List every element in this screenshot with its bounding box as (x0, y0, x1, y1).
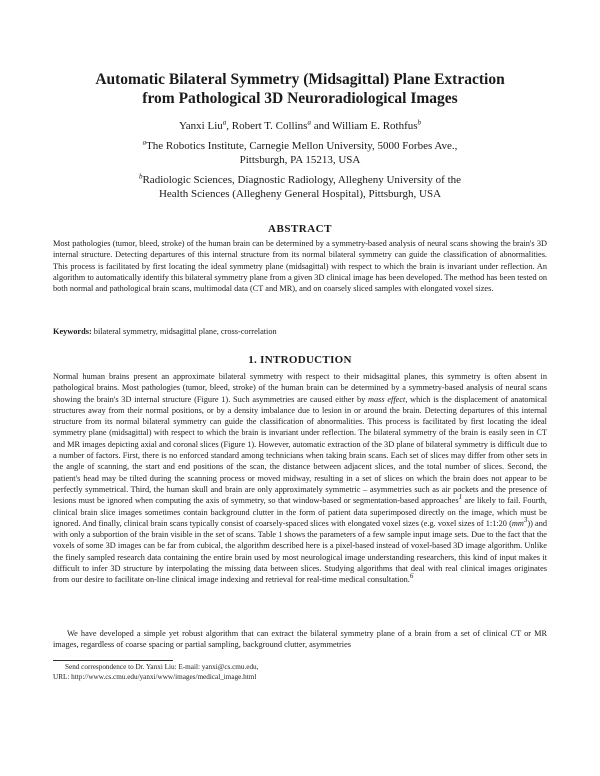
affiliation-a (90, 139, 510, 167)
author-affiliation-mark: b (417, 118, 422, 127)
author-affiliation-mark: a (307, 118, 311, 127)
title-line-1: Automatic Bilateral Symmetry (Midsagittal) Plane Extraction (95, 71, 505, 88)
unit-exponent: 3 (523, 516, 528, 525)
keywords-text: bilateral symmetry, midsagittal plane, cross-correlation (93, 327, 277, 336)
footnote-url: URL: http://www.cs.cmu.edu/yanxi/www/images/medical_image.html (53, 673, 257, 681)
paper-title (40, 70, 560, 108)
section-heading-introduction: 1. INTRODUCTION (248, 354, 352, 366)
footnote-correspondence (53, 663, 547, 673)
abstract-text: Most pathologies (tumor, bleed, stroke) of the human brain can be determined by a symmetry-based analysis of neural scans showing the brain's 3D internal structure. Detecting departures of this internal structure from its normal bilateral symmetry can guide the classification of abnormalities. This process is facilitated by first locating the ideal symmetry plane (midsagittal) with respect to which the brain is invariant under reflection. An algorithm to automatically identify this bilateral symmetry plane from a given 3D clinical image has been developed. The method has been tested on both normal and pathological brain scans, multimodal data (CT and MR), and on coarsely sliced samples with elongated voxel sizes. (53, 239, 547, 294)
author-name: Robert T. Collins (231, 120, 308, 132)
keywords-line (53, 326, 547, 337)
intro-paragraph-2: We have developed a simple yet robust algorithm that can extract the bilateral symmetry plane of a brain from a set of clinical CT or MR images, regardless of coarse spacing or partial sampling, background clutter, asymmetries (53, 629, 547, 650)
title-line-2: from Pathological 3D Neuroradiological Images (142, 90, 458, 107)
author-name: Yanxi Liu (178, 120, 223, 132)
citation-mark: 1 (458, 493, 463, 502)
author-list: Yanxi Liu$^a$, Robert T. Collins$^a$ and William E. Rothfus$^b$ (178, 118, 422, 132)
author-name: William E. Rothfus (332, 120, 418, 132)
intro-text-segment: )) and with only a subportion of the brain visible in the set of scans. Table 1 shows the parameters of a few sample input image sets. Due to the fact that the voxels of some 3D images can be far from cubical, the algorithm described here is a pixel-based instead of voxel-based 3D image algorithm. Unlike the finely sampled research data containing the entire brain used by most neurological image understanding researchers, this kind of input makes it difficult to infer 3D structure by interpolating the missing data between slices. Studying algorithms that deal with real clinical images originates from our desire to facilitate on-line clinical image indexing and retrieval for real-time medical consultation. (53, 518, 547, 585)
intro-emphasis: mass effect (368, 394, 406, 404)
affiliation-line: The Robotics Institute, Carnegie Mellon University, 5000 Forbes Ave., (146, 140, 458, 152)
intro-paragraph-1 (53, 371, 547, 586)
author-affiliation-mark: a (222, 118, 227, 127)
intro-text-segment: , which is the displacement of anatomical structures away from their normal positions, or by a density imbalance due to lesion in or around the brain. Detecting departures of this internal structure from its normal bilateral symmetry can guide the classification of abnormalities. This process is facilitated by first locating the ideal symmetry plane (midsagittal) with respect to which the brain is invariant under reflection. The bilateral symmetry of the brain is easily seen in CT and MR images depicting axial and coronal slices (Figure 1). However, automatic extraction of the 3D plane of bilateral symmetry is difficult due to a number of factors. First, there is no enforced standard among technicians when taking brain scans. Each set of slices may differ from other sets in the angle of scanning, the start and end positions of the scan, the distance between adjacent slices, and the total number of slices. Second, the patient's head may be tilted during the scanning process or moved midway, resulting in a set of slices on which the brain does not appear to be perfectly symmetrical. Third, the human skull and brain are only approximately symmetric – asymmetries such as air pockets and the presence of lesions must be ignored when computing the axis of symmetry, so that window-based or segmentation-based approaches (53, 394, 548, 506)
abstract-heading: ABSTRACT (268, 223, 332, 235)
unit-mm: mm (511, 518, 524, 528)
affiliation-b (90, 173, 510, 201)
intro-text-segment: are likely to fail. Fourth, clinical brain slice images sometimes contain background clutter in the form of patient data superimposed directly on the image, which must be ignored. And finally, clinical brain scans typically consist of coarsely-spaced slices with elongated voxel sizes (e.g. voxel sizes of 1:1:20 ( (53, 496, 548, 528)
affiliation-line: Radiologic Sciences, Diagnostic Radiology, Allegheny University of the (142, 174, 462, 186)
citation-mark: 6 (409, 572, 414, 581)
affiliation-line: Health Sciences (Allegheny General Hospital), Pittsburgh, USA (158, 188, 442, 200)
keywords-label: Keywords: (53, 327, 92, 336)
footnote-divider (53, 660, 173, 661)
affiliation-mark: b (138, 172, 143, 181)
footnote-correspondence-text: Send correspondence to Dr. Yanxi Liu: E-mail: yanxi@cs.cmu.edu, (65, 663, 259, 671)
affiliation-line: Pittsburgh, PA 15213, USA (239, 154, 361, 166)
affiliation-mark: a (142, 138, 147, 147)
intro-text-segment: Normal human brains present an approximate bilateral symmetry with respect to their midsagittal planes, this symmetry is often absent in pathological brains. Most pathologies (tumor, bleed, stroke) of the human brain can be determined by a symmetry-based analysis of neural scans showing the brain's 3D internal structure (Figure 1). Such asymmetries are caused either by (53, 372, 547, 404)
